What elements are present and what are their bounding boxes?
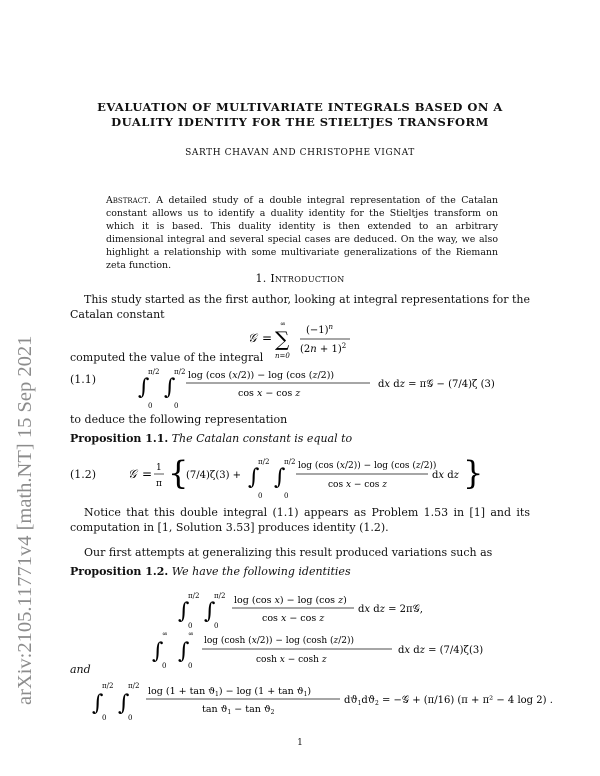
eq-1-1-label: (1.1): [70, 373, 97, 386]
svg-text:cos x − cos z: cos x − cos z: [328, 480, 387, 490]
svg-text:π/2: π/2: [214, 592, 226, 600]
svg-text:∫: ∫: [92, 691, 104, 716]
svg-text:∫: ∫: [248, 465, 260, 490]
svg-text:}: }: [463, 454, 484, 492]
svg-text:∫: ∫: [274, 465, 286, 490]
svg-text:log (1 + tan ϑ1) − log (1 + ta: $\log (1 + \tan ϑ_1) - \log (1 + \tan ϑ_1)$: [148, 686, 312, 698]
svg-text:tan ϑ1 − tan ϑ2: $\tan ϑ_1 - \tan ϑ_2$: [202, 704, 275, 716]
svg-text:∑: ∑: [275, 327, 290, 351]
svg-text:∫: ∫: [152, 639, 164, 664]
svg-text:π/2: π/2: [284, 458, 296, 466]
svg-text:cos x − cos z: cos x − cos z: [238, 388, 301, 399]
svg-text:0: 0: [162, 662, 167, 670]
svg-text:log (cos (x/2)) − log (cos (z/: log (cos (x/2)) − log (cos (z/2)): [298, 461, 437, 471]
arxiv-stamp: arXiv:2105.11771v4 [math.NT] 15 Sep 2021: [14, 335, 36, 705]
svg-text:1: 1: [156, 463, 162, 473]
svg-text:cos x − cos z: cos x − cos z: [262, 613, 325, 624]
svg-text:∫: ∫: [138, 375, 150, 400]
prop-1-2-label: Proposition 1.2.: [70, 565, 169, 578]
svg-text:π/2: π/2: [174, 368, 186, 376]
svg-text:0: 0: [174, 402, 179, 410]
svg-text:(−1)n: $(-1)^n$: [306, 323, 334, 336]
svg-text:=: =: [262, 331, 273, 345]
equation-1-2: [128, 446, 484, 502]
svg-text:{: {: [168, 454, 189, 492]
svg-text:0: 0: [128, 714, 133, 722]
paper-title: [0, 100, 600, 130]
and-word: and: [70, 663, 91, 676]
svg-text:∞: ∞: [188, 630, 194, 638]
svg-text:π/2: π/2: [258, 458, 270, 466]
svg-text:(7/4)ζ(3) +: (7/4)ζ(3) +: [186, 470, 242, 481]
abstract-text: A detailed study of a double integral representation of the Catalan constant allows us to identify a duality identity for the Stieltjes transform on which it is based. This duality identity is then extended to an arbitrary dimensional integral and several special cases are deduced. On the way, we also highlight a relationship with some multivariate generalizations of the Riemann zeta function.: [106, 195, 498, 271]
svg-text:log (cos x) − log (cos z): log (cos x) − log (cos z): [234, 595, 347, 606]
svg-text:π: π: [156, 479, 162, 489]
svg-text:dx dz = (7/4)ζ(3): dx dz = (7/4)ζ(3): [398, 645, 484, 656]
abstract-label: Abstract.: [106, 195, 151, 206]
svg-text:log (cos (x/2)) − log (cos (z/: log (cos (x/2)) − log (cos (z/2)): [188, 370, 335, 381]
prop-1-1-text: The Catalan constant is equal to: [171, 432, 353, 445]
svg-text:0: 0: [148, 402, 153, 410]
svg-text:∫: ∫: [204, 599, 216, 624]
section-heading: 1. Introduction: [255, 272, 345, 285]
svg-text:cosh x − cosh z: cosh x − cosh z: [256, 655, 327, 665]
title-line-1: EVALUATION OF MULTIVARIATE INTEGRALS BASED ON A: [97, 100, 503, 114]
svg-text:∫: ∫: [164, 375, 176, 400]
svg-text:0: 0: [258, 492, 263, 500]
svg-text:0: 0: [188, 622, 193, 630]
title-line-2: DUALITY IDENTITY FOR THE STIELTJES TRANSFORM: [111, 115, 489, 129]
svg-text:n=0: n=0: [275, 352, 290, 360]
proposition-1-2: [70, 564, 530, 579]
proposition-1-1: [70, 431, 530, 446]
paragraph-5: Our first attempts at generalizing this result produced variations such as: [84, 546, 493, 559]
svg-text:0: 0: [188, 662, 193, 670]
svg-text:𝒢: 𝒢: [128, 467, 137, 481]
eq-1-2-label: (1.2): [70, 468, 97, 481]
svg-text:log (cosh (x/2)) − log (cosh (: log (cosh (x/2)) − log (cosh (z/2)): [204, 636, 355, 646]
svg-text:dx dz = π𝒢 − (7/4)ζ (3): dx dz = π𝒢 − (7/4)ζ (3): [378, 379, 495, 390]
svg-text:dx dz: dx dz: [432, 470, 459, 481]
svg-text:(2n + 1)2: $(2n + 1)^2$: [300, 342, 347, 355]
svg-text:0: 0: [214, 622, 219, 630]
svg-text:0: 0: [102, 714, 107, 722]
svg-text:π/2: π/2: [148, 368, 160, 376]
svg-text:π/2: π/2: [188, 592, 200, 600]
svg-text:∫: ∫: [178, 599, 190, 624]
svg-text:dx dz = 2π𝒢,: dx dz = 2π𝒢,: [358, 604, 423, 615]
svg-text:∞: ∞: [162, 630, 168, 638]
paragraph-1: This study started as the first author, looking at integral representations for the Catalan constant: [70, 293, 531, 321]
authors: SARTH CHAVAN AND CHRISTOPHE VIGNAT: [185, 148, 415, 158]
identity-3: [92, 676, 553, 724]
svg-text:∫: ∫: [118, 691, 130, 716]
page-number: 1: [297, 738, 303, 748]
svg-text:π/2: π/2: [102, 682, 114, 690]
equation-1-1: [138, 360, 495, 410]
svg-text:𝒢: 𝒢: [248, 331, 257, 345]
svg-text:∫: ∫: [178, 639, 190, 664]
paragraph-4: Notice that this double integral (1.1) appears as Problem 1.53 in [1] and its computation in [1, Solution 3.53] produces identity (1.2).: [70, 506, 530, 534]
paragraph-2: computed the value of the integral: [70, 351, 264, 364]
svg-text:0: 0: [284, 492, 289, 500]
abstract: [106, 194, 498, 272]
paragraph-3: to deduce the following representation: [70, 413, 288, 426]
prop-1-1-label: Proposition 1.1.: [70, 432, 169, 445]
svg-text:∞: ∞: [280, 320, 286, 328]
svg-text:dϑ1dϑ2 = −𝒢 + (π/16) (π + π²: $dϑ_1dϑ_2$ = −𝒢 + (π/16) (π + π² − 4 log 2) .: [344, 695, 553, 707]
prop-1-2-text: We have the following identities: [171, 565, 351, 578]
svg-text:=: =: [142, 467, 153, 481]
svg-text:π/2: π/2: [128, 682, 140, 690]
